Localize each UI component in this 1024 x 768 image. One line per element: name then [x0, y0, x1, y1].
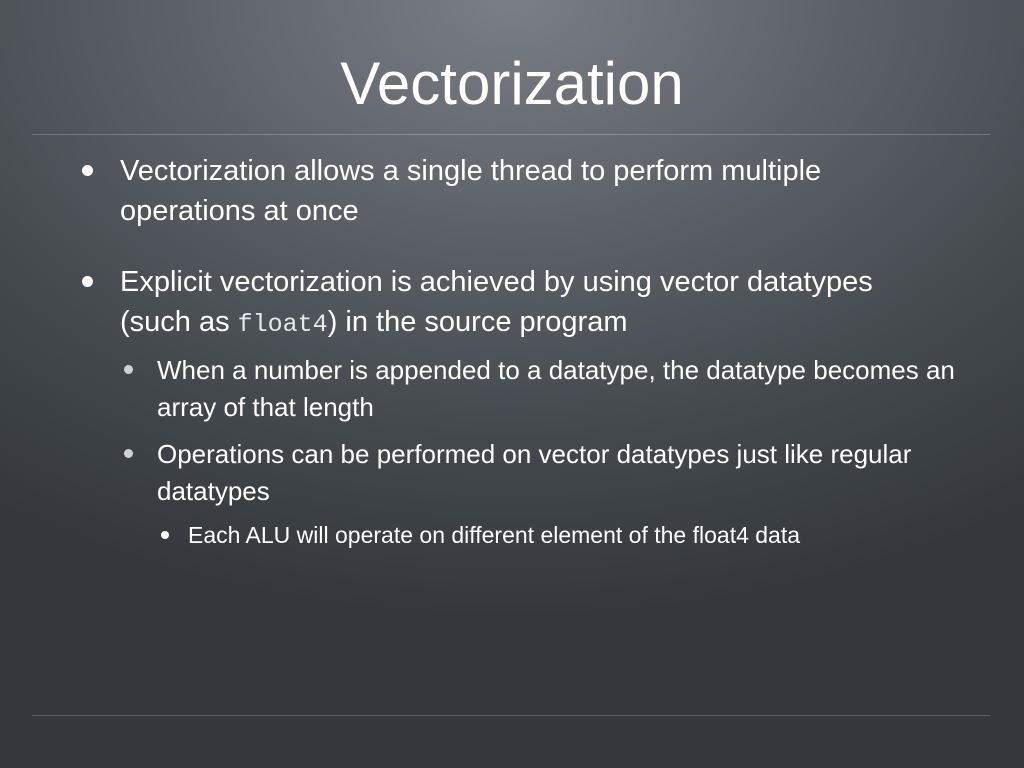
sub-bullet-item-2 [157, 436, 957, 510]
sub-sub-bullet-dot-icon [161, 531, 169, 539]
title-divider [32, 134, 990, 135]
bullet-text: Vectorization allows a single thread to perform multiple operations at once [120, 155, 822, 227]
bullet-text-before: Explicit vectorization is achieved by using vector datatypes (such as [120, 266, 873, 338]
slide-title: Vectorization [340, 50, 684, 117]
bullet-item-2 [120, 262, 920, 345]
sub-bullet-item-1 [157, 352, 957, 426]
sub-sub-bullet-text: Each ALU will operate on different element of the float4 data [188, 522, 801, 548]
bullet-dot-icon [82, 276, 93, 287]
sub-bullet-dot-icon [124, 449, 133, 458]
sub-bullet-text: When a number is appended to a datatype, the datatype becomes an array of that length [157, 355, 955, 422]
footer-divider [32, 715, 990, 716]
sub-bullet-text: Operations can be performed on vector datatypes just like regular datatypes [157, 439, 912, 506]
bullet-item-1 [120, 151, 920, 231]
sub-sub-bullet-item-1 [188, 519, 908, 552]
bullet-text-after: ) in the source program [327, 306, 628, 338]
sub-bullet-dot-icon [124, 365, 133, 374]
bullet-dot-icon [82, 165, 93, 176]
code-float4: float4 [237, 310, 328, 339]
